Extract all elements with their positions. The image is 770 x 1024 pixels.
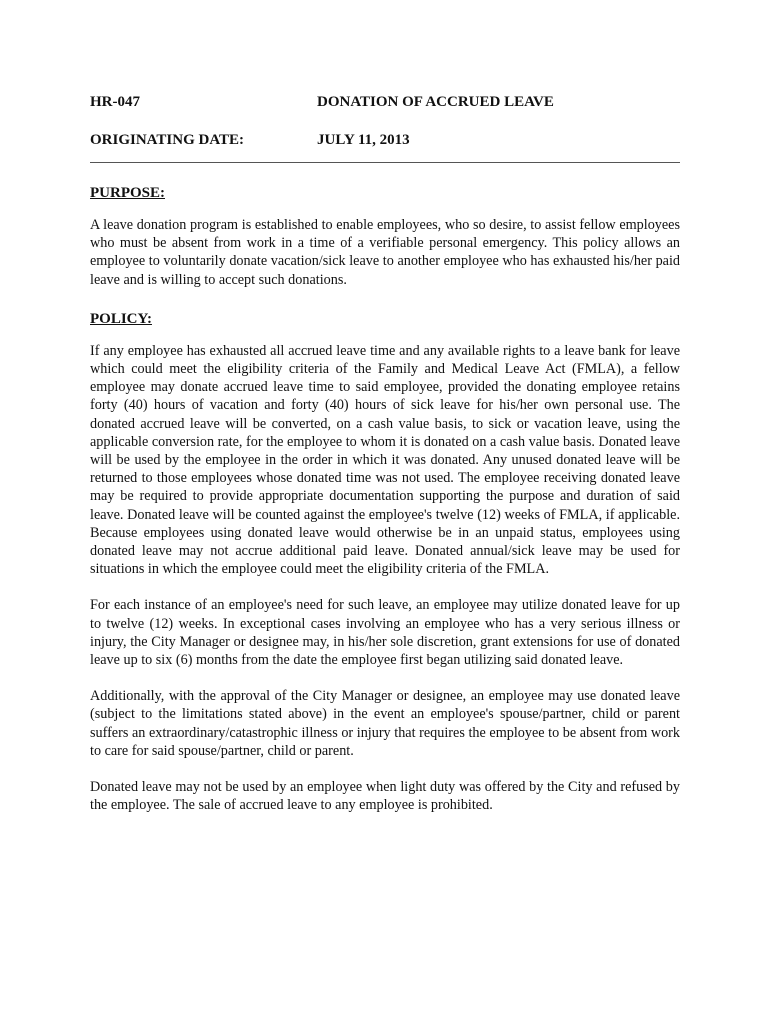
document-number: HR-047 — [90, 94, 140, 110]
purpose-heading: PURPOSE: — [90, 185, 165, 201]
policy-paragraph-4: Donated leave may not be used by an employee when light duty was offered by the City and refused by the employee. The sale of accrued leave to any employee is prohibited. — [90, 779, 680, 814]
policy-paragraph-1: If any employee has exhausted all accrued leave time and any available rights to a leave bank for leave which could meet the eligibility criteria of the Family and Medical Leave Act (FMLA), a fellow employee may donate accrued leave time to said employee, provided the donating employee retains forty (40) hours of vacation and forty (40) hours of sick leave for his/her own personal use. The donated accrued leave will be converted, on a cash value basis, to sick or vacation leave, using the applicable conversion rate, for the employee to whom it is donated on a cash value basis. Donated leave will be used by the employee in the order in which it was donated. Any unused donated leave will be returned to those employees whose donated time was not used. The employee receiving donated leave may be required to provide appropriate documentation supporting the purpose and duration of said leave. Donated leave will be counted against the employee's twelve (12) weeks of FMLA, if applicable. Because employees using donated leave would otherwise be in an unpaid status, employees using donated leave may not accrue additional paid leave. Donated annual/sick leave may be used for situations in which the employee could meet the eligibility criteria of the FMLA. — [90, 342, 680, 578]
originating-date-value: JULY 11, 2013 — [317, 132, 410, 148]
originating-date-label: ORIGINATING DATE: — [90, 132, 245, 148]
purpose-paragraph: A leave donation program is established to enable employees, who so desire, to assist fellow employees who must be absent from work in a time of a verifiable personal emergency. This policy allows an employee to voluntarily donate vacation/sick leave to another employee who has exhausted his/her paid leave and is willing to accept such donations. — [90, 217, 680, 288]
policy-paragraph-3: Additionally, with the approval of the City Manager or designee, an employee may use donated leave (subject to the limitations stated above) in the event an employee's spouse/partner, child or parent suffers an extraordinary/catastrophic illness or injury that requires the employee to be absent from work to care for said spouse/partner, child or parent. — [90, 688, 680, 759]
policy-document — [90, 92, 680, 832]
header-divider — [90, 162, 680, 163]
policy-heading: POLICY: — [90, 310, 152, 327]
header-row-title — [90, 92, 680, 112]
header-row-date — [90, 130, 680, 150]
document-title: DONATION OF ACCRUED LEAVE — [317, 94, 554, 110]
policy-paragraph-2: For each instance of an employee's need for such leave, an employee may utilize donated leave for up to twelve (12) weeks. In exceptional cases involving an employee who has a very serious illness or injury, the City Manager or designee may, in his/her sole discretion, grant extensions for use of donated leave up to six (6) months from the date the employee first began utilizing said donated leave. — [90, 597, 680, 669]
